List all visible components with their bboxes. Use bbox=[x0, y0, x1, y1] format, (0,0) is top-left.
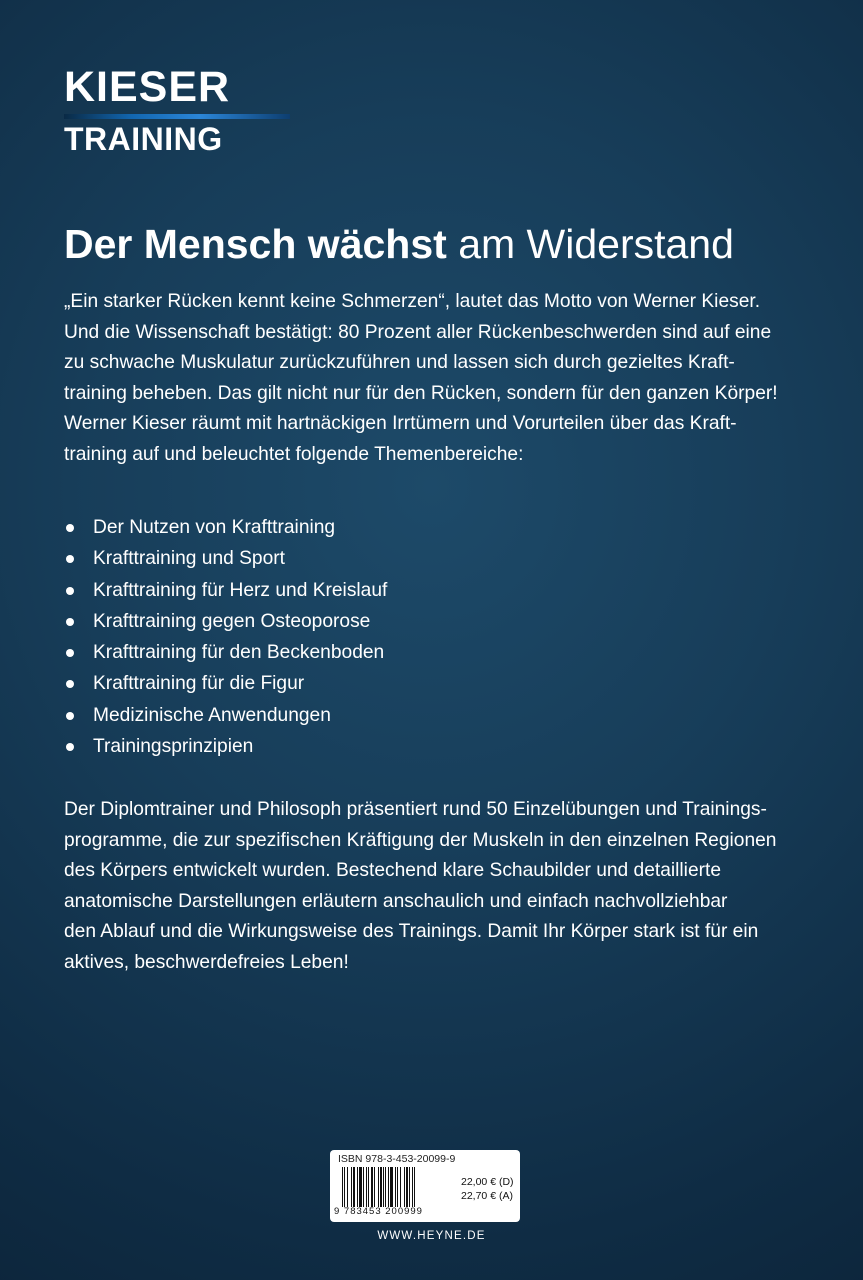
list-item bbox=[64, 637, 387, 668]
intro-line: Werner Kieser räumt mit hartnäckigen Irrtümern und Vorurteilen über das Kraft- bbox=[64, 413, 737, 434]
topic-label: Der Nutzen von Krafttraining bbox=[93, 517, 336, 538]
headline-bold: Der Mensch wächst bbox=[64, 221, 447, 267]
bullet-icon bbox=[66, 712, 74, 720]
price-austria: 22,70 € (A) bbox=[461, 1190, 513, 1202]
outro-line: programme, die zur spezifischen Kräftigung der Muskeln in den einzelnen Regionen bbox=[64, 829, 777, 851]
price-germany: 22,00 € (D) bbox=[461, 1176, 514, 1188]
bullet-icon bbox=[66, 524, 74, 532]
intro-line: training auf und beleuchtet folgende Themenbereiche: bbox=[64, 443, 524, 465]
kieser-training-logo bbox=[64, 63, 290, 157]
headline bbox=[64, 218, 824, 270]
intro-line: zu schwache Muskulatur zurückzuführen und lassen sich durch gezieltes Kraft- bbox=[64, 352, 735, 373]
intro-line: „Ein starker Rücken kennt keine Schmerzen“, lautet das Motto von Werner Kieser. bbox=[64, 291, 761, 312]
list-item bbox=[64, 606, 387, 637]
topic-label: Trainingsprinzipien bbox=[93, 736, 254, 758]
bullet-icon bbox=[66, 649, 74, 657]
list-item bbox=[64, 700, 387, 731]
outro-line: des Körpers entwickelt wurden. Bestechend klare Schaubilder und detaillierte bbox=[64, 860, 722, 881]
list-item bbox=[64, 575, 387, 606]
isbn-number: ISBN 978-3-453-20099-9 bbox=[338, 1153, 456, 1165]
outro-line: aktives, beschwerdefreies Leben! bbox=[64, 951, 349, 973]
topic-label: Krafttraining und Sport bbox=[93, 548, 285, 570]
publisher-website: WWW.HEYNE.DE bbox=[377, 1230, 486, 1242]
bullet-icon bbox=[66, 587, 74, 595]
topics-list bbox=[64, 512, 387, 762]
list-item bbox=[64, 731, 387, 762]
barcode-digits: 9 783453 200999 bbox=[334, 1206, 423, 1217]
logo-kieser-text: KIESER bbox=[64, 63, 231, 111]
intro-line: training beheben. Das gilt nicht nur für den Rücken, sondern für den ganzen Körper! bbox=[64, 382, 778, 404]
bullet-icon bbox=[66, 618, 74, 626]
list-item bbox=[64, 512, 387, 543]
topic-label: Krafttraining für die Figur bbox=[93, 673, 305, 695]
outro-line: anatomische Darstellungen erläutern anschaulich und einfach nachvollziehbar bbox=[64, 890, 728, 912]
outro-paragraph bbox=[64, 795, 804, 978]
bullet-icon bbox=[66, 743, 74, 751]
topic-label: Krafttraining gegen Osteoporose bbox=[93, 610, 371, 632]
intro-paragraph bbox=[64, 287, 804, 470]
isbn-barcode-label bbox=[330, 1150, 520, 1222]
list-item bbox=[64, 543, 387, 574]
bullet-icon bbox=[66, 680, 74, 688]
logo-accent-bar bbox=[64, 114, 290, 119]
intro-line: Und die Wissenschaft bestätigt: 80 Prozent aller Rückenbeschwerden sind auf eine bbox=[64, 321, 772, 343]
topic-label: Krafttraining für Herz und Kreislauf bbox=[93, 579, 388, 601]
logo-training-text: TRAINING bbox=[64, 121, 223, 157]
barcode-icon bbox=[342, 1167, 452, 1207]
outro-line: den Ablauf und die Wirkungsweise des Trainings. Damit Ihr Körper stark ist für ein bbox=[64, 921, 759, 942]
outro-line: Der Diplomtrainer und Philosoph präsentiert rund 50 Einzelübungen und Trainings- bbox=[64, 799, 767, 820]
headline-light: am Widerstand bbox=[446, 221, 734, 267]
topic-label: Medizinische Anwendungen bbox=[93, 704, 331, 726]
list-item bbox=[64, 668, 387, 699]
topic-label: Krafttraining für den Beckenboden bbox=[93, 642, 385, 664]
bullet-icon bbox=[66, 555, 74, 563]
